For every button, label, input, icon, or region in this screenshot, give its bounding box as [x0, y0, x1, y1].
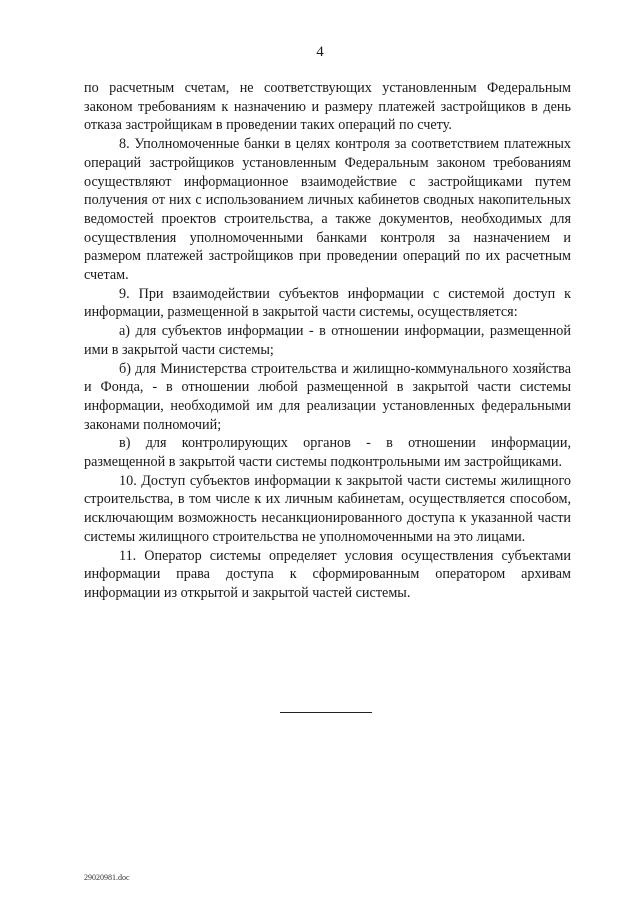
separator-line [280, 712, 372, 713]
paragraph-8: 8. Уполномоченные банки в целях контроля за соответствием платежных операций застройщиков установленным Федеральным законом требованиям осуществляют информационное взаимодействие с застройщиками путем получения от них с использованием личных кабинетов сводных накопительных ведомостей проектов строительства, а также документов, необходимых для осуществления уполномоченными банками контроля за назначением и размером платежей застройщиков при проведении операций по их расчетным счетам. [84, 136, 571, 284]
paragraph-9b: б) для Министерства строительства и жилищно-коммунального хозяйства и Фонда, - в отношении любой размещенной в закрытой части системы информации, необходимой им для реализации установленных федеральными законами полномочий; [84, 360, 571, 433]
paragraph-continuation: по расчетным счетам, не соответствующих установленным Федеральным законом требованиям к назначению и размеру платежей застройщиков в день отказа застройщикам в проведении таких операций по счету. [84, 80, 571, 134]
paragraph-11: 11. Оператор системы определяет условия осуществления субъектами информации права доступа к сформированным оператором архивам информации из открытой и закрытой частей системы. [84, 547, 571, 601]
paragraph-9a: а) для субъектов информации - в отношении информации, размещенной ими в закрытой части системы; [84, 323, 571, 358]
paragraph-9: 9. При взаимодействии субъектов информации с системой доступ к информации, размещенной в закрытой части системы, осуществляется: [84, 285, 571, 321]
paragraph-10: 10. Доступ субъектов информации к закрытой части системы жилищного строительства, в том числе к их личным кабинетам, осуществляется способом, исключающим возможность несанкционированного доступа к указанной части системы жилищного строительства не уполномоченными на это лицами. [84, 472, 571, 545]
document-body [84, 79, 571, 603]
page-number: 4 [316, 44, 324, 60]
paragraph-9v: в) для контролирующих органов - в отношении информации, размещенной в закрытой части системы подконтрольными им застройщиками. [84, 435, 571, 471]
footer-filename: 29020981.doc [84, 873, 130, 882]
